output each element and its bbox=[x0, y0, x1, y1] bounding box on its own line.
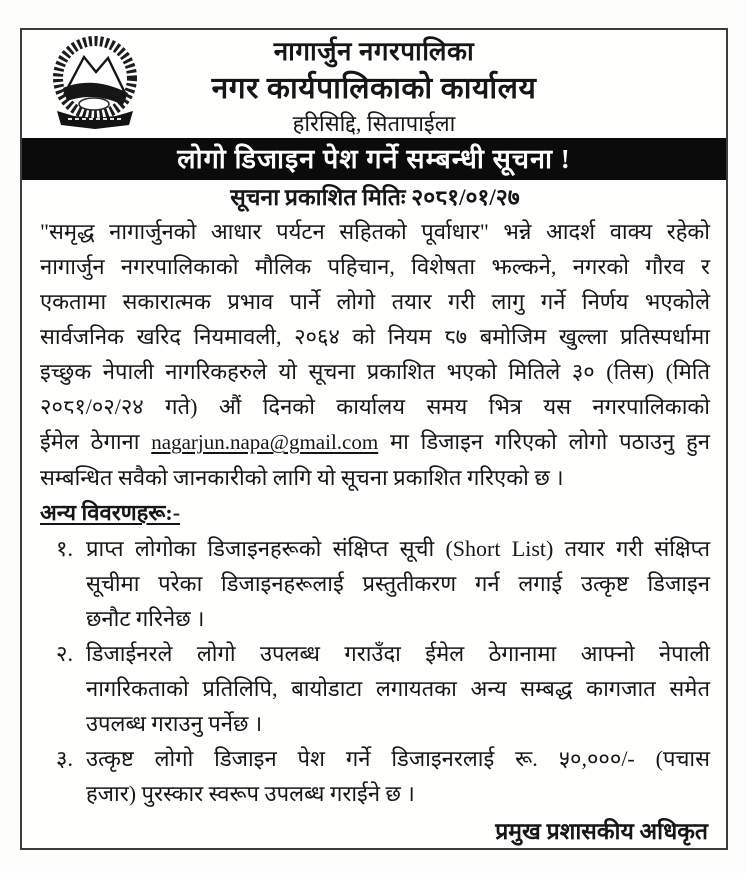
paragraph-email-line bbox=[40, 424, 710, 460]
list-item-line: उपलब्ध गराउनु पर्नेछ । bbox=[86, 711, 263, 736]
list-item-line: सूचीमा परेका डिजाइनहरूलाई प्रस्तुतीकरण गर्न लगाई उत्कृष्ट डिजाइन bbox=[86, 571, 710, 596]
list-item bbox=[40, 531, 710, 636]
list-item bbox=[40, 741, 710, 811]
office-address: हरिसिद्दि, सितापाईला bbox=[292, 111, 456, 136]
notice-body bbox=[22, 180, 726, 850]
list-item-line: उत्कृष्ट लोगो डिजाइन पेश गर्ने डिजाइनरलाई रू. ५०,०००/- (पचास bbox=[86, 746, 710, 771]
letterhead bbox=[22, 30, 726, 138]
paragraph-line: २०८१/०२/२४ गते) औं दिनको कार्यालय समय भित्र यस नगरपालिकाको bbox=[40, 394, 710, 419]
list-item-line: हजार) पुरस्कार स्वरूप उपलब्ध गराईने छ । bbox=[86, 781, 415, 806]
email-address: nagarjun.napa@gmail.com bbox=[151, 430, 379, 454]
notice-document-frame bbox=[20, 28, 728, 850]
paragraph-line: नागार्जुन नगरपालिकाको मौलिक पहिचान, विशेषता झल्कने, नगरको गौरव र bbox=[40, 254, 710, 279]
paragraph-line: इच्छुक नेपाली नागरिकहरुले यो सूचना प्रकाशित भएको मितिले ३० (तिस) (मिति bbox=[40, 359, 710, 384]
list-item-line: प्राप्त लोगोका डिजाइनहरूको संक्षिप्त सूची (Short List) तयार गरी संक्षिप्त bbox=[86, 536, 710, 561]
office-name: नगर कार्यपालिकाको कार्यालय bbox=[211, 72, 537, 105]
list-item-number: १. bbox=[56, 536, 73, 561]
signatory-title: प्रमुख प्रशासकीय अधिकृत bbox=[495, 819, 708, 844]
notice-title-banner: लोगो डिजाइन पेश गर्ने सम्बन्धी सूचना ! bbox=[22, 138, 726, 180]
list-item bbox=[40, 636, 710, 741]
list-item-text bbox=[86, 741, 710, 811]
details-heading: अन्य विवरणहरू:- bbox=[40, 500, 181, 525]
list-item-number: ३. bbox=[56, 746, 73, 771]
list-item-text bbox=[86, 636, 710, 741]
organization-name: नागार्जुन नगरपालिका bbox=[273, 37, 475, 66]
paragraph-line: एकतामा सकारात्मक प्रभाव पार्ने लोगो तयार गरी लागु गर्ने निर्णय भएकोले bbox=[40, 289, 710, 314]
paragraph-closing-line: सम्बन्धित सवैको जानकारीको लागि यो सूचना प्रकाशित गरिएको छ । bbox=[40, 465, 564, 490]
paragraph-line: सार्वजनिक खरिद नियमावली, २०६४ को नियम ८७ बमोजिम खुल्ला प्रतिस्पर्धामा bbox=[40, 324, 710, 349]
municipality-emblem-icon bbox=[44, 32, 146, 136]
published-date: सूचना प्रकाशित मितिः २०८१/०१/२७ bbox=[230, 185, 520, 210]
email-line-suffix: मा डिजाइन गरिएको लोगो पठाउनु हुन bbox=[389, 429, 710, 454]
list-item-text bbox=[86, 531, 710, 636]
list-item-line: छनौट गरिनेछ । bbox=[86, 606, 205, 631]
details-section bbox=[40, 495, 710, 811]
list-item-line: डिजाईनरले लोगो उपलब्ध गराउँदा ईमेल ठेगानामा आफ्नो नेपाली bbox=[86, 641, 710, 666]
paragraph-line: "समृद्ध नागार्जुनको आधार पर्यटन सहितको पूर्वाधार" भन्ने आदर्श वाक्य रहेको bbox=[40, 219, 710, 244]
list-item-line: नागरिकताको प्रतिलिपि, बायोडाटा लगायतका अन्य सम्बद्ध कागजात समेत bbox=[86, 676, 710, 701]
list-item-number: २. bbox=[56, 641, 73, 666]
notice-paragraph bbox=[40, 214, 710, 495]
email-line-prefix: ईमेल ठेगाना bbox=[40, 429, 140, 454]
